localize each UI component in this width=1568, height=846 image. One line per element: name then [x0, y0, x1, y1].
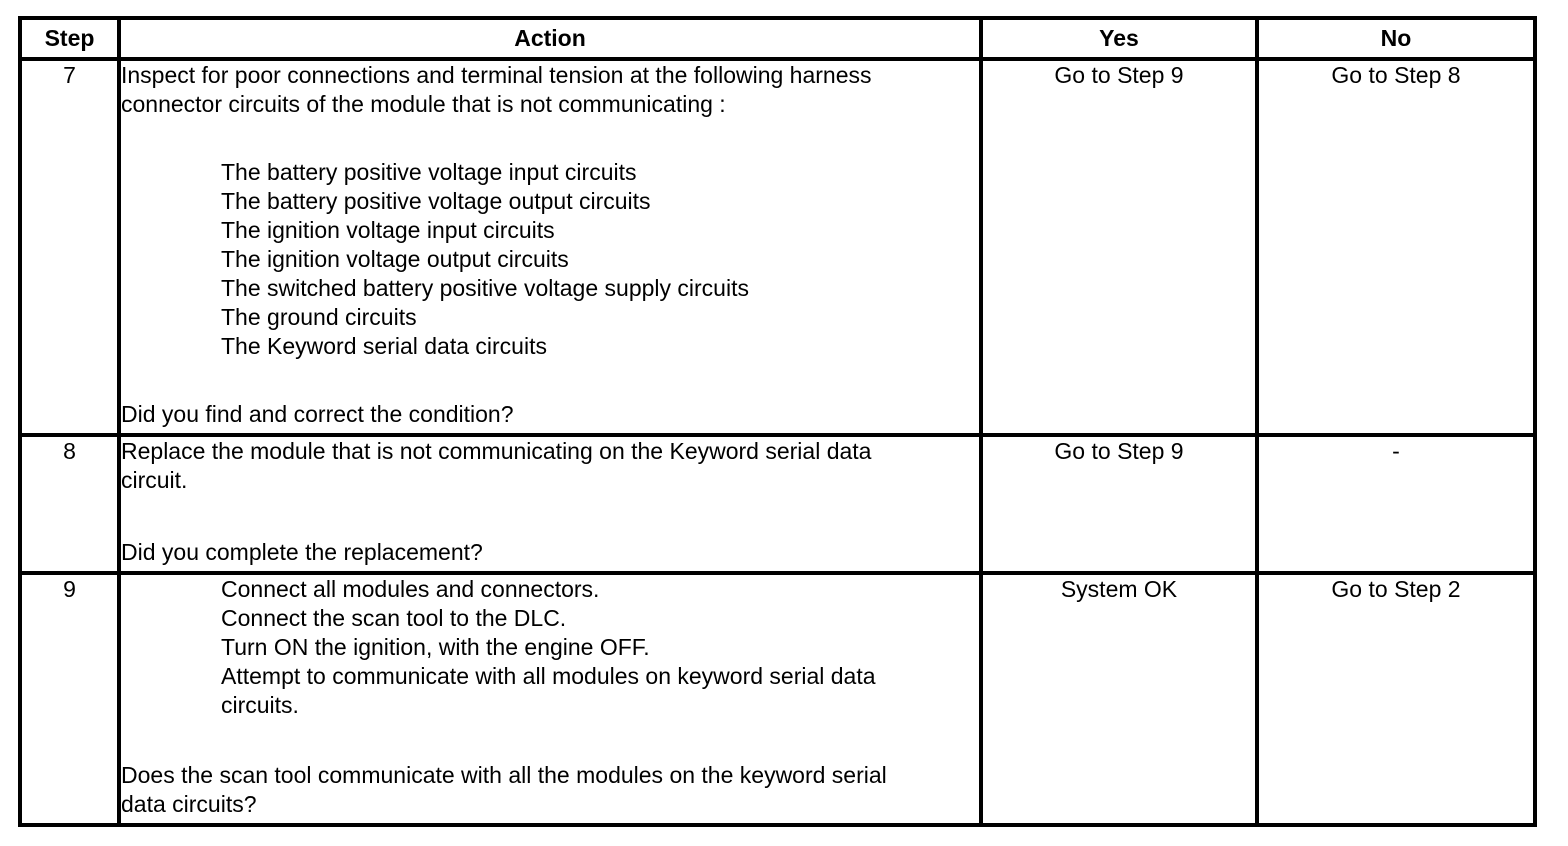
procedure-list [121, 575, 979, 720]
list-item: The battery positive voltage output circuits [221, 188, 651, 214]
question-text: Does the scan tool communicate with all the modules on the keyword serial [121, 762, 887, 788]
header-yes: Yes [981, 18, 1257, 59]
list-item: The switched battery positive voltage supply circuits [221, 275, 749, 301]
no-result: - [1257, 435, 1535, 573]
list-item: Attempt to communicate with all modules on keyword serial data [221, 663, 876, 689]
question-text: Did you find and correct the condition? [121, 401, 514, 427]
table-header-row [20, 18, 1535, 59]
step-number: 7 [20, 59, 119, 435]
list-item: Connect all modules and connectors. [221, 576, 600, 602]
step-number: 8 [20, 435, 119, 573]
action-cell [119, 573, 981, 825]
action-cell [119, 435, 981, 573]
yes-result: System OK [981, 573, 1257, 825]
table-row [20, 59, 1535, 435]
yes-result: Go to Step 9 [981, 59, 1257, 435]
list-item: Turn ON the ignition, with the engine OFF. [221, 634, 650, 660]
list-item: The ignition voltage input circuits [221, 217, 555, 243]
list-item: circuits. [221, 692, 299, 718]
table-row [20, 573, 1535, 825]
list-item: The ignition voltage output circuits [221, 246, 569, 272]
diagnostic-table [18, 16, 1537, 827]
action-text: connector circuits of the module that is not communicating : [121, 91, 726, 117]
circuit-list [121, 158, 979, 361]
header-no: No [1257, 18, 1535, 59]
table-row [20, 435, 1535, 573]
no-result: Go to Step 8 [1257, 59, 1535, 435]
list-item: Connect the scan tool to the DLC. [221, 605, 567, 631]
action-text: Inspect for poor connections and terminal tension at the following harness [121, 62, 872, 88]
step-number: 9 [20, 573, 119, 825]
list-item: The Keyword serial data circuits [221, 333, 547, 359]
list-item: The ground circuits [221, 304, 417, 330]
action-text: circuit. [121, 467, 188, 493]
list-item: The battery positive voltage input circuits [221, 159, 637, 185]
action-cell [119, 59, 981, 435]
no-result: Go to Step 2 [1257, 573, 1535, 825]
yes-result: Go to Step 9 [981, 435, 1257, 573]
action-text: Replace the module that is not communicating on the Keyword serial data [121, 438, 872, 464]
header-action: Action [119, 18, 981, 59]
header-step: Step [20, 18, 119, 59]
question-text: data circuits? [121, 791, 257, 817]
question-text: Did you complete the replacement? [121, 539, 483, 565]
